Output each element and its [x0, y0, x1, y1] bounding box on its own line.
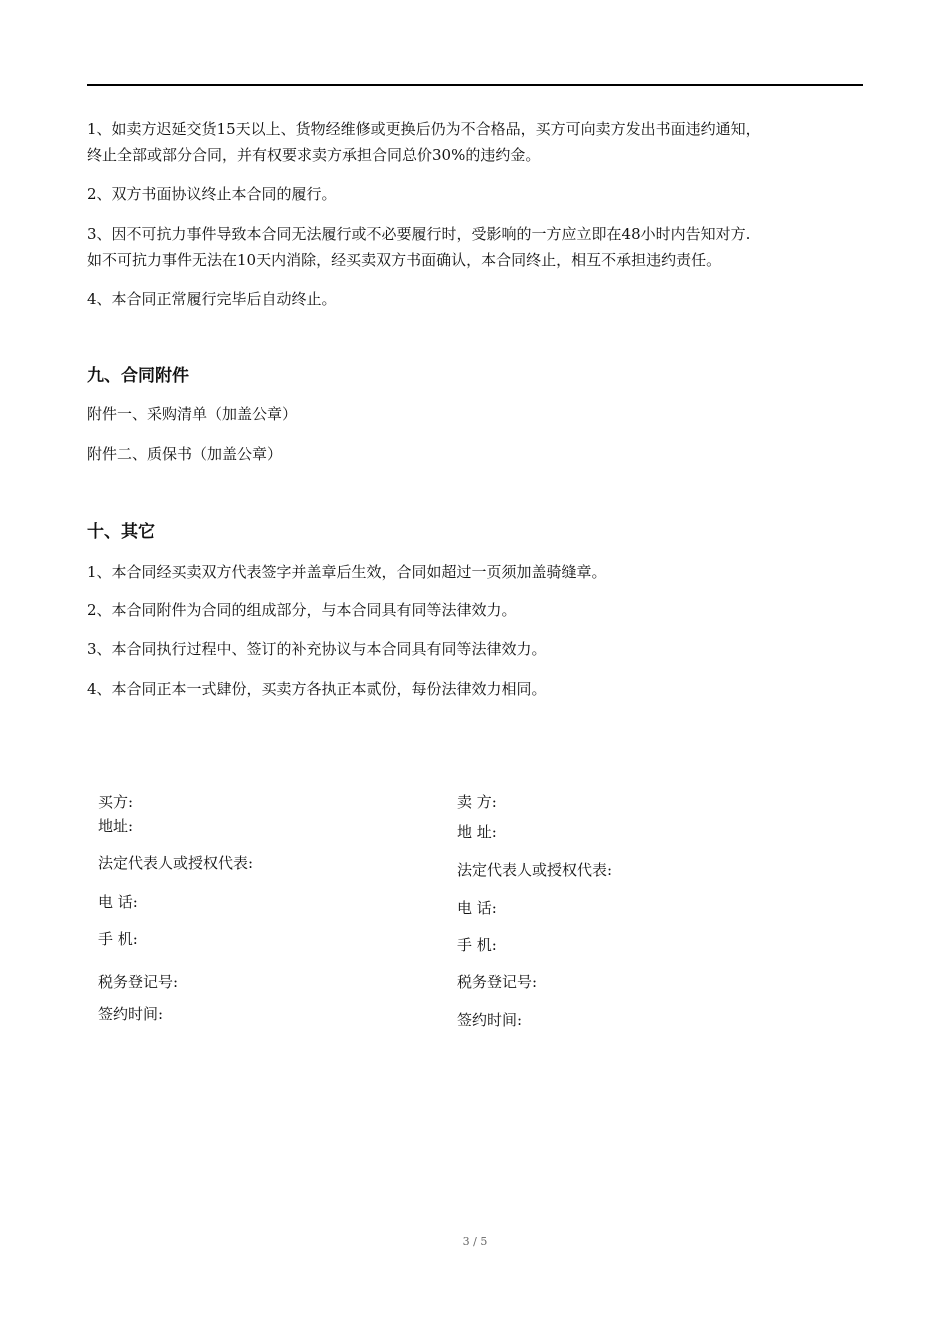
section9-title: 九、合同附件 — [87, 366, 189, 386]
buyer-phone-label: 电 话: — [98, 893, 138, 911]
buyer-sign-time-label: 签约时间: — [98, 1005, 164, 1023]
page-number: 3 / 5 — [462, 1235, 488, 1248]
header-rule — [87, 84, 863, 86]
termination-item-2: 2、双方书面协议终止本合同的履行。 — [87, 185, 337, 203]
section10-item-1: 1、本合同经买卖双方代表签字并盖章后生效，合同如超过一页须加盖骑缝章。 — [87, 563, 607, 581]
termination-item-1 — [87, 116, 865, 168]
seller-sign-time-label: 签约时间: — [457, 1011, 523, 1029]
seller-tax-id-label: 税务登记号: — [457, 973, 538, 991]
section9-item-1: 附件一、采购清单（加盖公章） — [87, 405, 298, 423]
seller-phone-label: 电 话: — [457, 899, 497, 917]
seller-address-label: 地 址: — [457, 823, 497, 841]
buyer-mobile-label: 手 机: — [98, 930, 138, 948]
section10-item-2: 2、本合同附件为合同的组成部分，与本合同具有同等法律效力。 — [87, 601, 517, 619]
seller-mobile-label: 手 机: — [457, 936, 497, 954]
termination-item-3-line1: 3、因不可抗力事件导致本合同无法履行或不必要履行时，受影响的一方应立即在48小时内告知对方. — [87, 225, 751, 243]
section9-item-2: 附件二、质保书（加盖公章） — [87, 445, 283, 463]
buyer-representative-label: 法定代表人或授权代表: — [98, 854, 254, 872]
seller-party-label: 卖 方: — [457, 793, 497, 811]
termination-item-1-line1: 1、如卖方迟延交货15天以上、货物经维修或更换后仍为不合格品，买方可向卖方发出书面违约通知， — [87, 120, 761, 138]
section10-title: 十、其它 — [87, 522, 155, 542]
buyer-tax-id-label: 税务登记号: — [98, 973, 179, 991]
seller-representative-label: 法定代表人或授权代表: — [457, 861, 613, 879]
termination-item-3-line2: 如不可抗力事件无法在10天内消除，经买卖双方书面确认，本合同终止，相互不承担违约责任。 — [87, 251, 722, 269]
buyer-address-label: 地址: — [98, 817, 134, 835]
section10-item-3: 3、本合同执行过程中、签订的补充协议与本合同具有同等法律效力。 — [87, 640, 547, 658]
section10-item-4: 4、本合同正本一式肆份，买卖方各执正本贰份，每份法律效力相同。 — [87, 680, 547, 698]
buyer-party-label: 买方: — [98, 793, 134, 811]
termination-item-1-line2: 终止全部或部分合同，并有权要求卖方承担合同总价30%的违约金。 — [87, 146, 541, 164]
termination-item-3 — [87, 221, 865, 273]
termination-item-4: 4、本合同正常履行完毕后自动终止。 — [87, 290, 337, 308]
